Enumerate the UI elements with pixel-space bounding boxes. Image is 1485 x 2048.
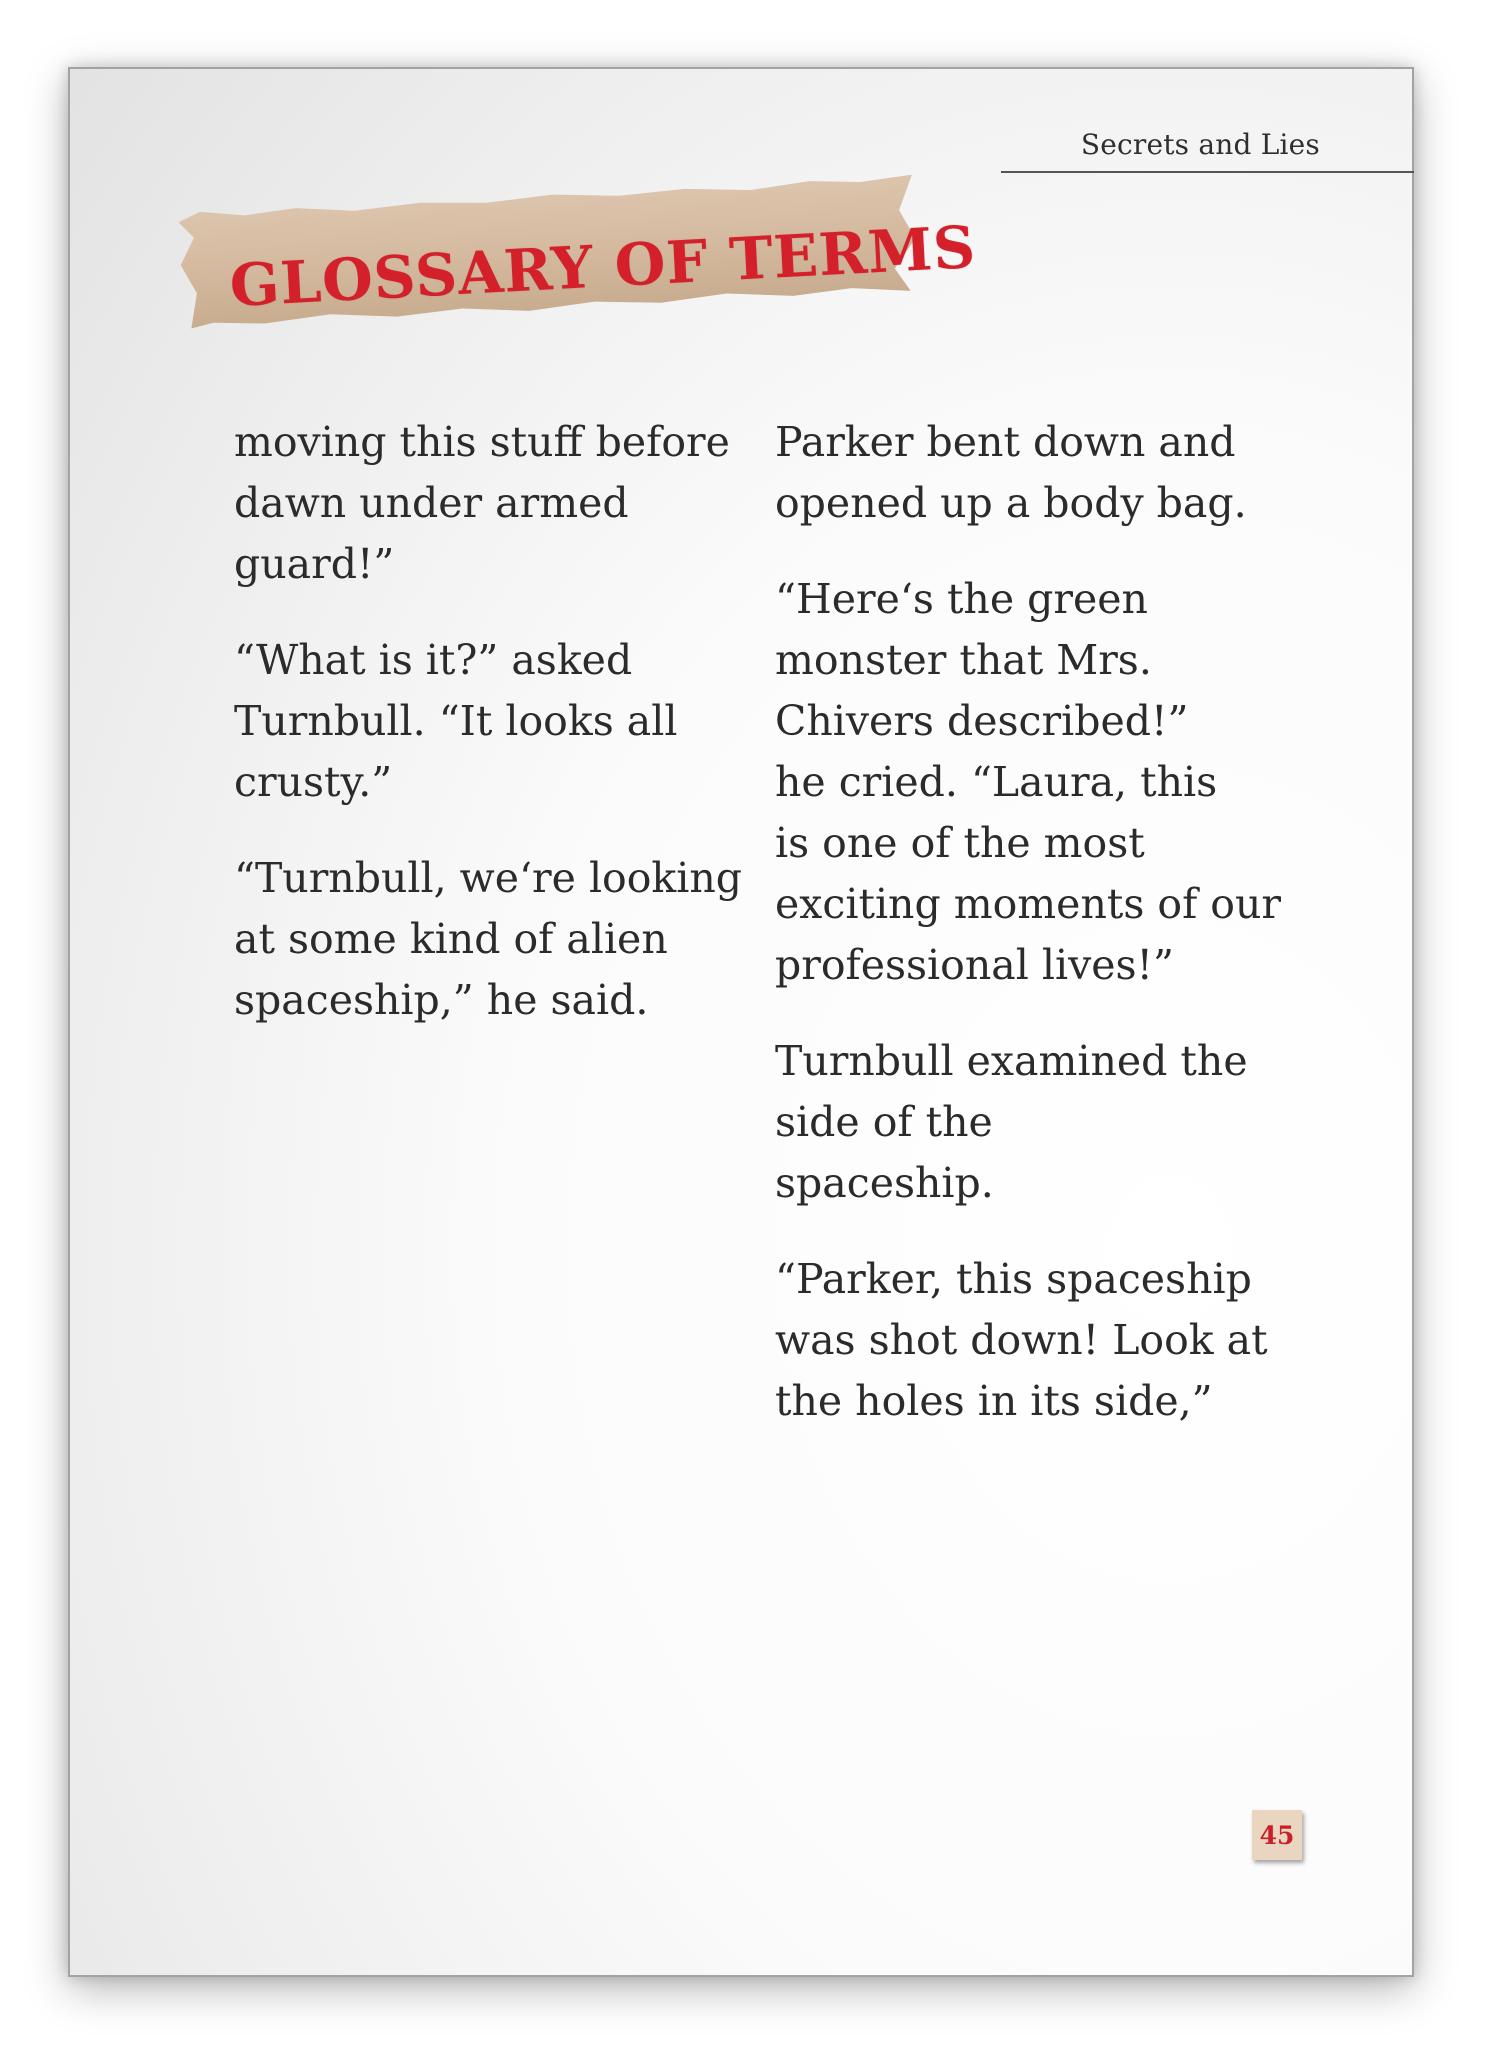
text-line: Turnbull. “It looks all (234, 697, 678, 745)
text-line: monster that Mrs. (775, 636, 1152, 684)
text-line: dawn under armed (234, 479, 629, 527)
text-line: “What is it?” asked (234, 636, 633, 684)
text-line: guard!” (234, 540, 395, 588)
text-line: “Turnbull, we‘re looking (234, 854, 743, 902)
text-line: Chivers described!” (775, 697, 1189, 745)
text-line: the holes in its side,” (775, 1377, 1213, 1425)
paragraph (234, 848, 743, 1031)
text-line: is one of the most (775, 819, 1145, 867)
page-number-badge (1252, 1810, 1302, 1860)
text-line: was shot down! Look at (775, 1316, 1268, 1364)
paragraph (775, 569, 1295, 996)
text-line: spaceship. (775, 1159, 994, 1207)
text-line: crusty.” (234, 758, 393, 806)
paragraph (775, 412, 1295, 534)
right-text-column (775, 412, 1295, 1467)
text-line: at some kind of alien (234, 915, 668, 963)
paragraph (775, 1031, 1295, 1214)
paragraph (775, 1249, 1295, 1432)
text-line: Turnbull examined the (775, 1037, 1248, 1085)
paragraph (234, 630, 734, 813)
page-number: 45 (1259, 1820, 1295, 1850)
running-head-rule (1001, 171, 1414, 173)
left-text-column (234, 412, 743, 1066)
text-line: spaceship,” he said. (234, 976, 649, 1024)
text-line: exciting moments of our (775, 880, 1281, 928)
text-line: he cried. “Laura, this (775, 758, 1218, 806)
paragraph (234, 412, 734, 595)
text-line: moving this stuff before (234, 418, 730, 466)
text-line: opened up a body bag. (775, 479, 1247, 527)
running-head-title: Secrets and Lies (1080, 128, 1320, 161)
glossary-title: GLOSSARY OF TERMS (228, 212, 978, 320)
text-line: “Here‘s the green (775, 575, 1148, 623)
text-line: side of the (775, 1098, 993, 1146)
text-line: “Parker, this spaceship (775, 1255, 1252, 1303)
text-line: Parker bent down and (775, 418, 1236, 466)
text-line: professional lives!” (775, 941, 1174, 989)
